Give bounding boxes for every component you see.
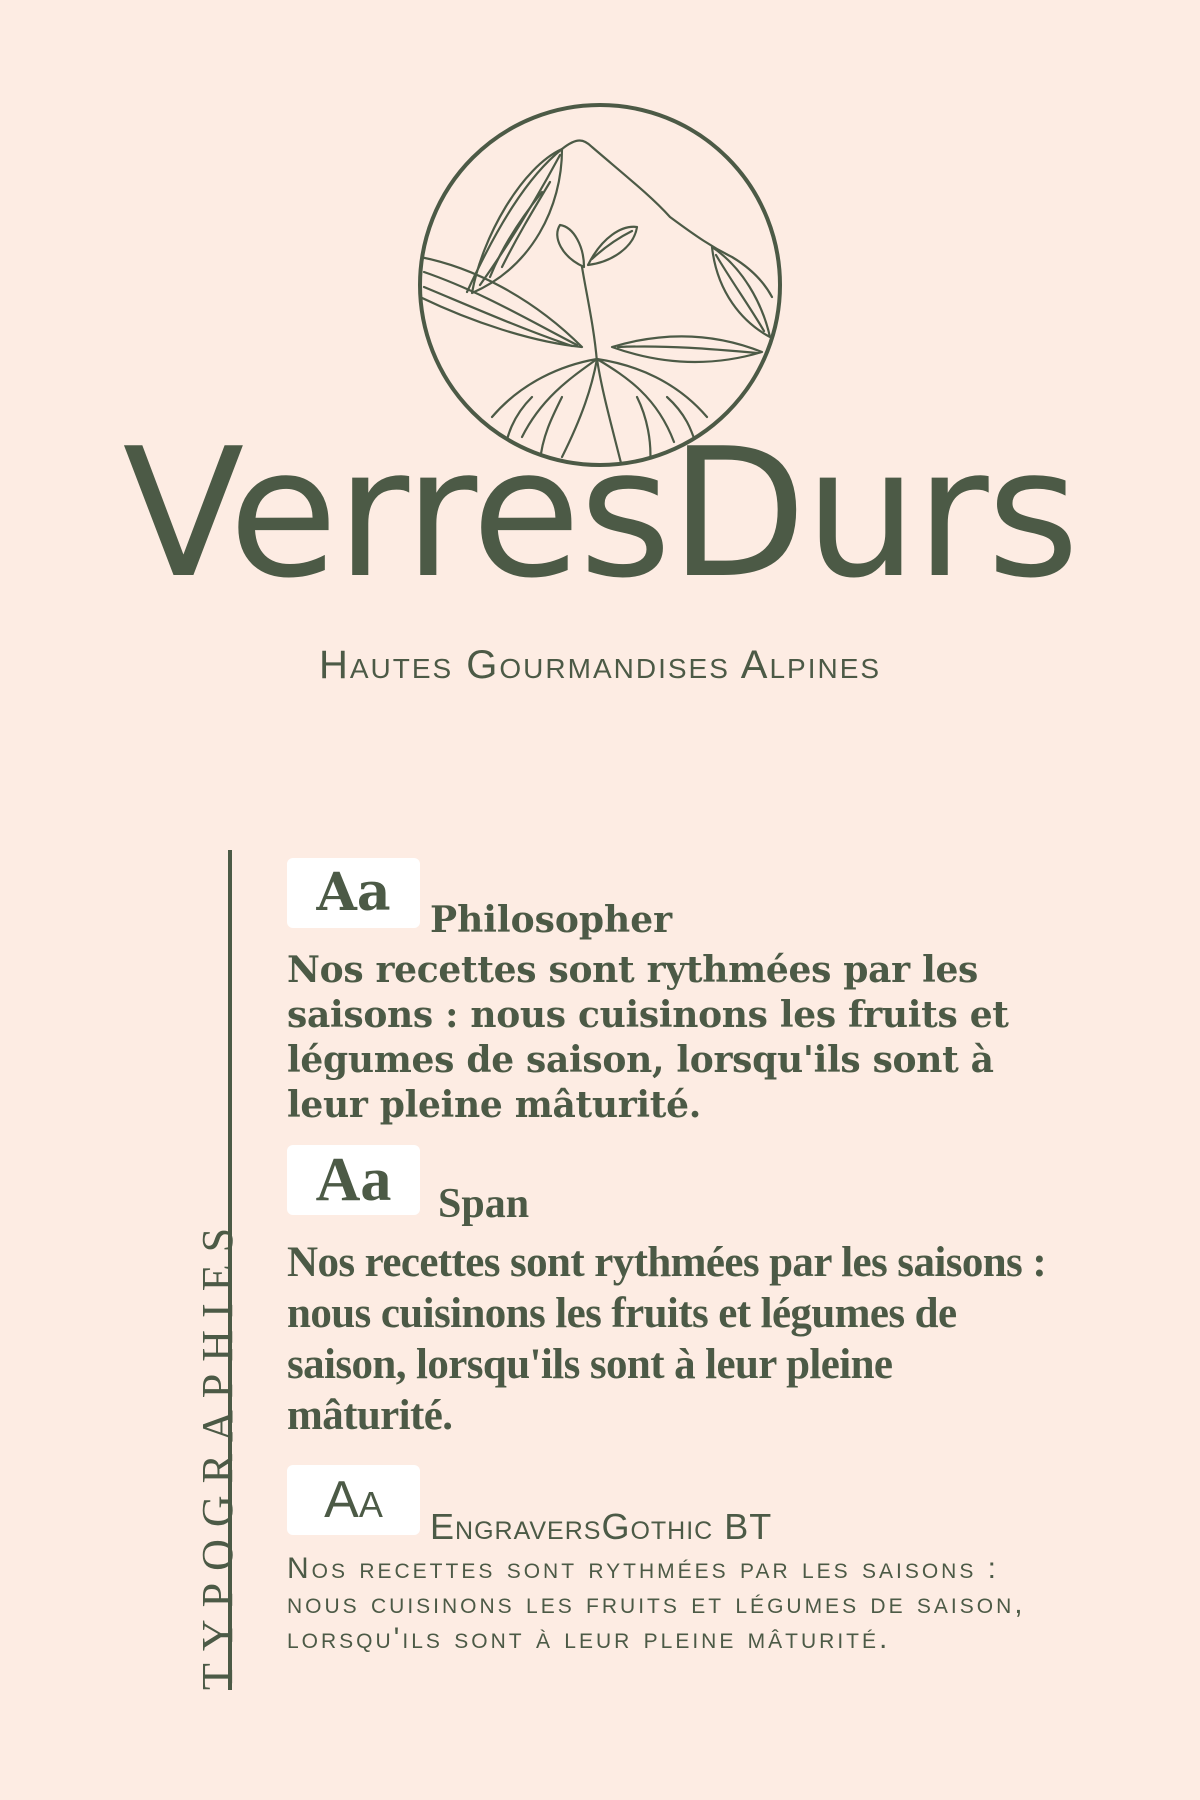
brand-wordmark (0, 410, 1200, 617)
font-sample-swatch: Aa (287, 1465, 420, 1535)
font-sample-text: Nos recettes sont rythmées par les saisons : nous cuisinons les fruits et légumes de saison, lorsqu'ils sont à leur pleine mâturité. (287, 1552, 1026, 1655)
font-sample-swatch: Aa (287, 1145, 420, 1215)
brand-tagline: Hautes Gourmandises Alpines (318, 643, 882, 687)
font-spec-header (287, 1465, 1067, 1547)
font-spec-header (287, 858, 1067, 941)
font-sample-text: Nos recettes sont rythmées par les saisons : nous cuisinons les fruits et légumes de saison, lorsqu'ils sont à leur pleine mâturité. (287, 949, 1009, 1126)
section-label: TYPOGRAPHIES (193, 1215, 242, 1690)
font-spec-span (287, 1145, 1067, 1441)
font-name: EngraversGothic BT (430, 1506, 773, 1547)
font-spec-engraversgothic (287, 1465, 1067, 1656)
font-name: Philosopher (430, 899, 673, 941)
font-name: Span (438, 1181, 530, 1227)
font-sample-text: Nos recettes sont rythmées par les saisons : nous cuisinons les fruits et légumes de saison, lorsqu'ils sont à leur pleine mâturité. (287, 1239, 1047, 1439)
font-spec-philosopher (287, 858, 1067, 1128)
font-sample-swatch: Aa (287, 858, 420, 928)
brand-name-part2: Durs (669, 410, 1078, 617)
font-spec-header (287, 1145, 1067, 1227)
brand-name-part1: Verres (122, 410, 670, 617)
